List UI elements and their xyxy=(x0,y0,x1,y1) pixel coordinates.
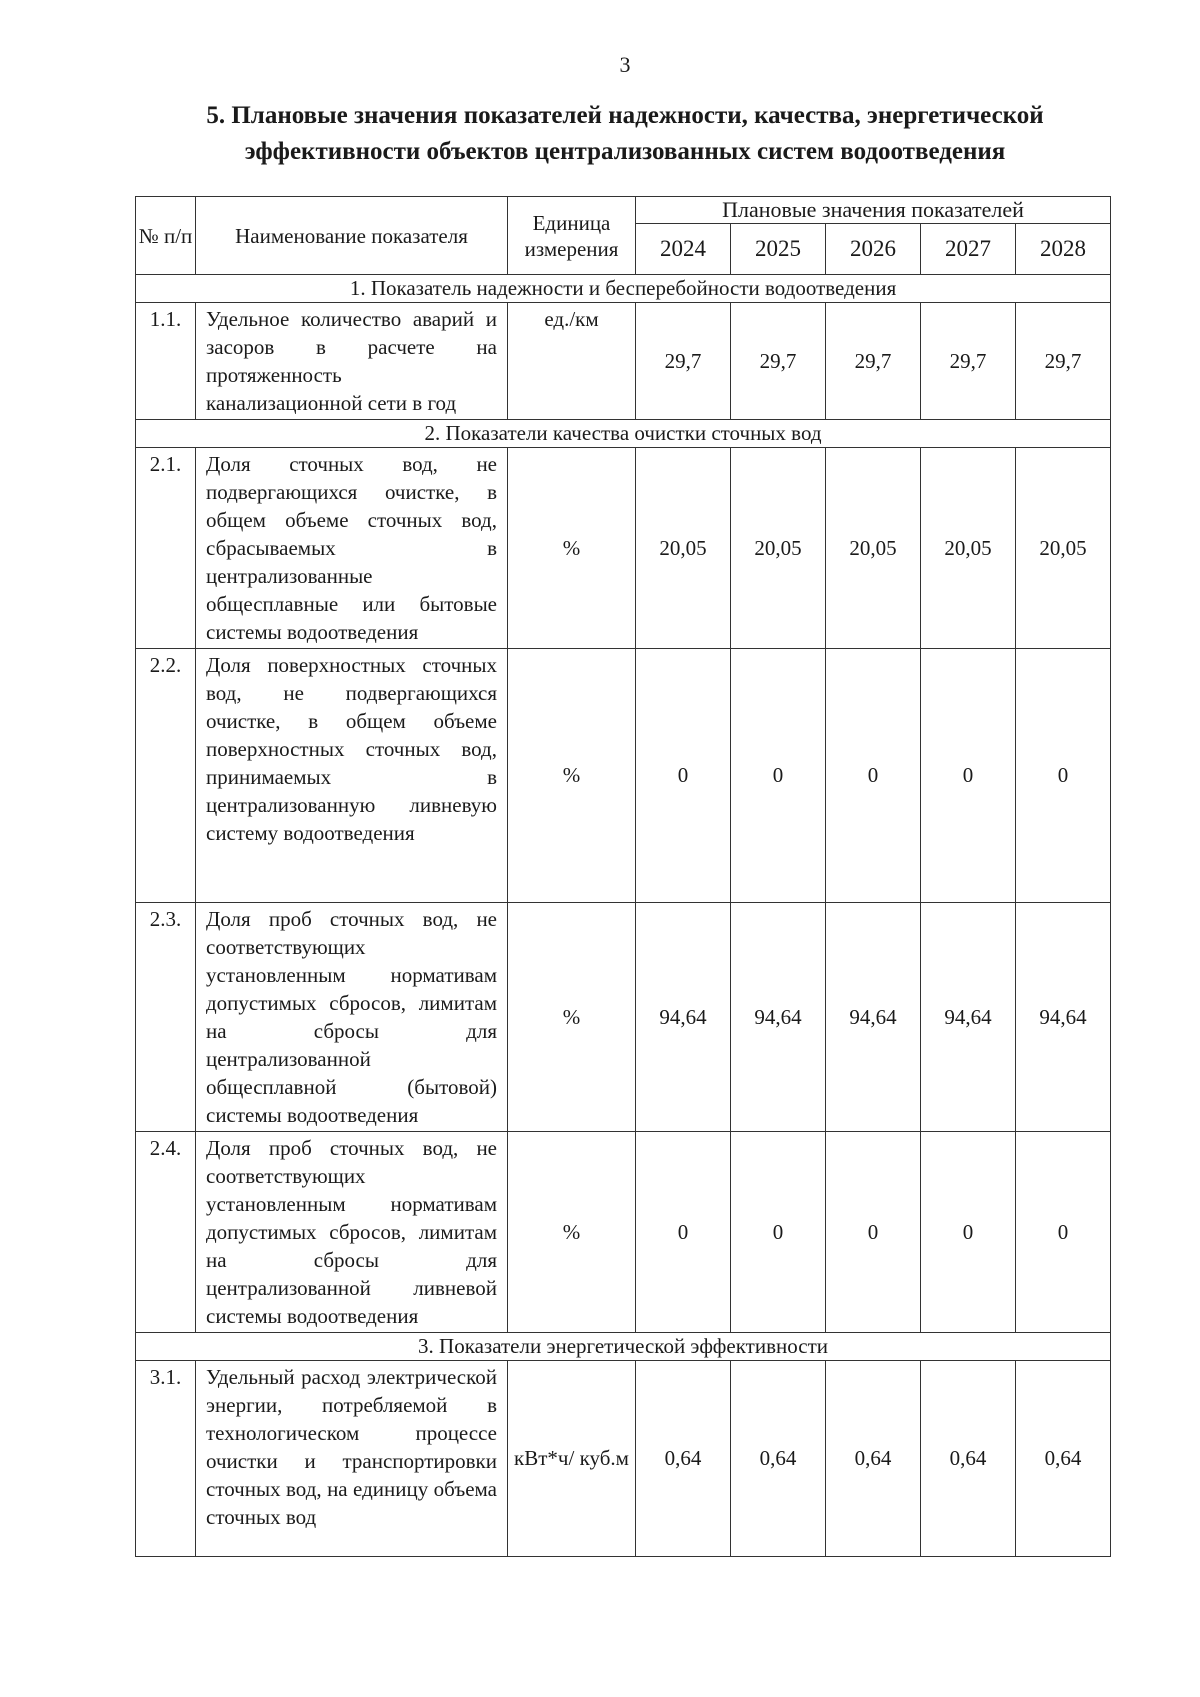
section-title: 1. Показатель надежности и бесперебойности водоотведения xyxy=(136,275,1111,303)
row-value: 29,7 xyxy=(826,303,921,420)
row-num: 2.2. xyxy=(136,649,196,903)
row-value: 0 xyxy=(636,1132,731,1333)
row-value: 0 xyxy=(921,649,1016,903)
row-unit: % xyxy=(508,649,636,903)
row-num: 2.3. xyxy=(136,903,196,1132)
row-value: 0 xyxy=(731,649,826,903)
document-title: 5. Плановые значения показателей надежности, качества, энергетической эффективности объектов централизованных систем водоотведения xyxy=(206,102,1044,165)
row-value: 29,7 xyxy=(731,303,826,420)
section-row xyxy=(136,420,1111,448)
page-number: 3 xyxy=(619,52,631,77)
table-row xyxy=(136,303,1111,420)
row-value: 0,64 xyxy=(921,1361,1016,1557)
table-row xyxy=(136,1132,1111,1333)
row-value: 29,7 xyxy=(636,303,731,420)
row-value: 94,64 xyxy=(826,903,921,1132)
header-year: 2028 xyxy=(1016,224,1111,275)
indicators-table xyxy=(135,196,1111,1557)
table-row xyxy=(136,903,1111,1132)
table-row xyxy=(136,649,1111,903)
row-num: 3.1. xyxy=(136,1361,196,1557)
row-value: 0,64 xyxy=(731,1361,826,1557)
row-num: 2.4. xyxy=(136,1132,196,1333)
row-value: 94,64 xyxy=(731,903,826,1132)
table-row xyxy=(136,1361,1111,1557)
row-value: 29,7 xyxy=(921,303,1016,420)
header-unit: Единица измерения xyxy=(508,197,636,275)
row-unit: % xyxy=(508,448,636,649)
row-name: Удельный расход электрической энергии, потребляемой в технологическом процессе очистки и транспортировки сточных вод, на единицу объема сточных вод xyxy=(196,1361,508,1557)
header-year: 2024 xyxy=(636,224,731,275)
row-num: 2.1. xyxy=(136,448,196,649)
row-name: Доля проб сточных вод, не соответствующих установленным нормативам допустимых сбросов, лимитам на сбросы для централизованной ливневой системы водоотведения xyxy=(196,1132,508,1333)
row-value: 94,64 xyxy=(921,903,1016,1132)
row-value: 0 xyxy=(826,649,921,903)
row-unit: % xyxy=(508,903,636,1132)
row-value: 20,05 xyxy=(921,448,1016,649)
row-unit: ед./км xyxy=(508,303,636,420)
row-unit: кВт*ч/ куб.м xyxy=(508,1361,636,1557)
row-name: Удельное количество аварий и засоров в расчете на протяженность канализационной сети в год xyxy=(196,303,508,420)
header-planned: Плановые значения показателей xyxy=(636,197,1111,224)
row-value: 20,05 xyxy=(1016,448,1111,649)
row-value: 0 xyxy=(1016,1132,1111,1333)
header-year: 2027 xyxy=(921,224,1016,275)
table-row xyxy=(136,448,1111,649)
row-num: 1.1. xyxy=(136,303,196,420)
row-name: Доля поверхностных сточных вод, не подвергающихся очистке, в общем объеме поверхностных сточных вод, принимаемых в централизованную ливневую систему водоотведения xyxy=(196,649,508,903)
row-value: 0 xyxy=(826,1132,921,1333)
header-year: 2026 xyxy=(826,224,921,275)
row-value: 0,64 xyxy=(826,1361,921,1557)
row-unit: % xyxy=(508,1132,636,1333)
row-name: Доля сточных вод, не подвергающихся очистке, в общем объеме сточных вод, сбрасываемых в централизованные общесплавные или бытовые системы водоотведения xyxy=(196,448,508,649)
section-row xyxy=(136,275,1111,303)
row-value: 0 xyxy=(1016,649,1111,903)
row-value: 0,64 xyxy=(636,1361,731,1557)
row-value: 94,64 xyxy=(1016,903,1111,1132)
row-value: 0 xyxy=(921,1132,1016,1333)
section-row xyxy=(136,1333,1111,1361)
row-name: Доля проб сточных вод, не соответствующих установленным нормативам допустимых сбросов, лимитам на сбросы для централизованной общесплавной (бытовой) системы водоотведения xyxy=(196,903,508,1132)
row-value: 94,64 xyxy=(636,903,731,1132)
header-num: № п/п xyxy=(136,197,196,275)
table-header xyxy=(136,197,1111,275)
row-value: 0,64 xyxy=(1016,1361,1111,1557)
row-value: 0 xyxy=(636,649,731,903)
header-year: 2025 xyxy=(731,224,826,275)
header-name: Наименование показателя xyxy=(196,197,508,275)
row-value: 0 xyxy=(731,1132,826,1333)
section-title: 3. Показатели энергетической эффективности xyxy=(136,1333,1111,1361)
row-value: 29,7 xyxy=(1016,303,1111,420)
section-title: 2. Показатели качества очистки сточных вод xyxy=(136,420,1111,448)
row-value: 20,05 xyxy=(636,448,731,649)
row-value: 20,05 xyxy=(731,448,826,649)
row-value: 20,05 xyxy=(826,448,921,649)
